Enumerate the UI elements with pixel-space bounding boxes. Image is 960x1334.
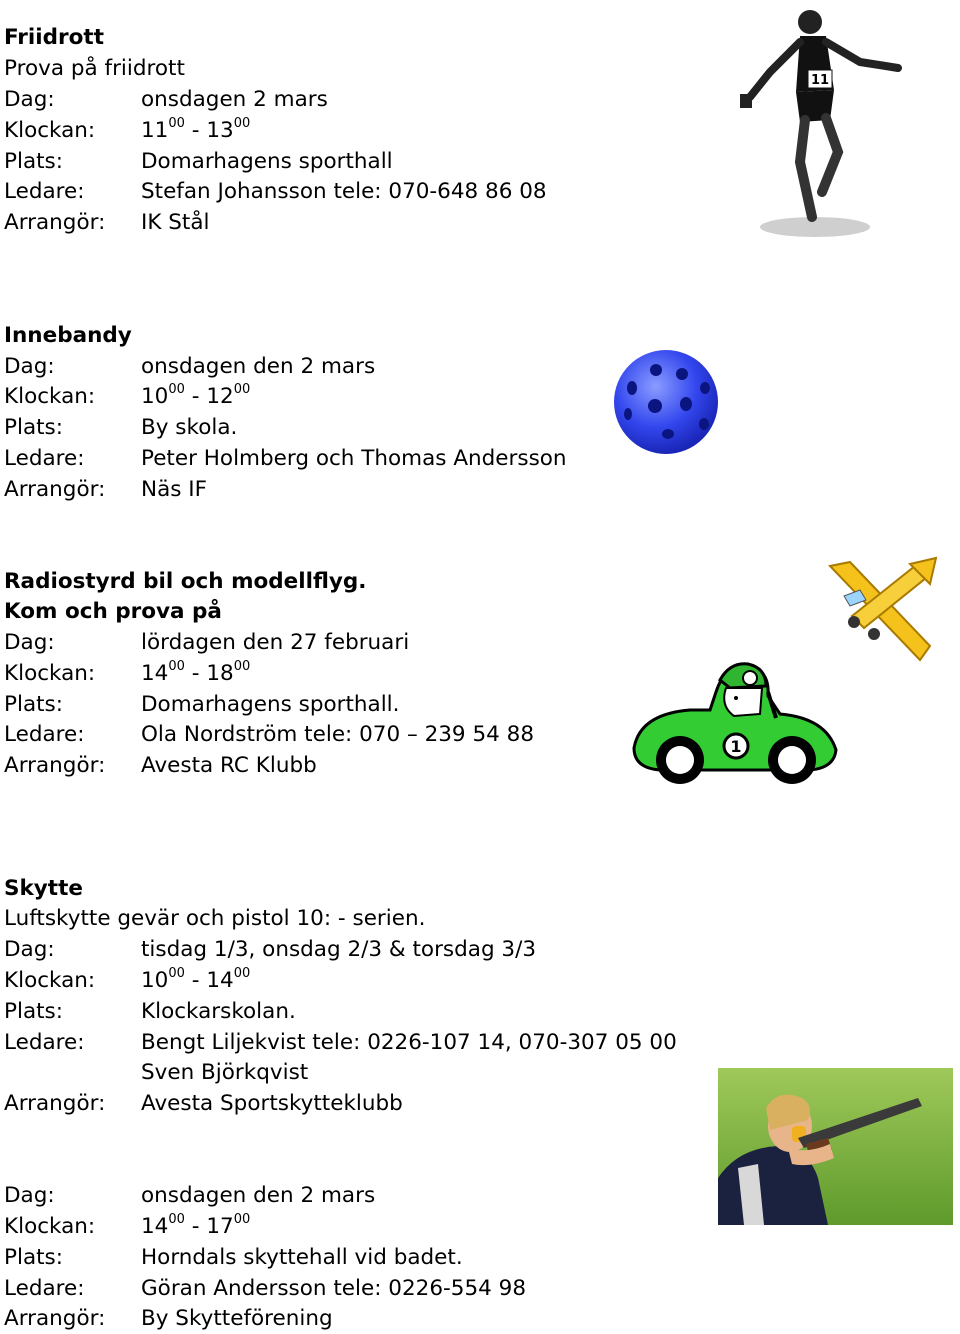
innebandy-dag-value: onsdagen den 2 mars [141, 354, 376, 379]
rc-car-illustration [630, 658, 840, 794]
arrangor-label: Arrangör: [4, 477, 106, 502]
skytte-ledare-value: Bengt Liljekvist tele: 0226-107 14, 070-307 05 00 [141, 1030, 677, 1055]
dag-label: Dag: [4, 87, 55, 112]
radiostyrd-plats-value: Domarhagens sporthall. [141, 692, 400, 717]
shooter-photo [718, 1068, 953, 1225]
start-hour: 14 [141, 1214, 169, 1239]
time-separator: - [184, 968, 207, 993]
plats-label: Plats: [4, 415, 63, 440]
time-separator: - [184, 661, 207, 686]
klockan-label: Klockan: [4, 384, 96, 409]
end-hour: 14 [206, 968, 234, 993]
end-hour: 17 [206, 1214, 234, 1239]
friidrott-title: Friidrott [4, 25, 104, 50]
skytte2-ledare-value: Göran Andersson tele: 0226-554 98 [141, 1276, 526, 1301]
dag-label: Dag: [4, 630, 55, 655]
end-hour: 12 [206, 384, 234, 409]
radiostyrd-arrangor-value: Avesta RC Klubb [141, 753, 317, 778]
arrangor-label: Arrangör: [4, 1091, 106, 1116]
klockan-label: Klockan: [4, 118, 96, 143]
friidrott-dag-value: onsdagen 2 mars [141, 87, 328, 112]
radiostyrd-dag-value: lördagen den 27 februari [141, 630, 410, 655]
start-hour: 14 [141, 661, 169, 686]
skytte-subtitle: Luftskytte gevär och pistol 10: - serien. [4, 906, 426, 931]
end-hour: 13 [206, 118, 234, 143]
plats-label: Plats: [4, 999, 63, 1024]
radiostyrd-ledare-value: Ola Nordström tele: 070 – 239 54 88 [141, 722, 534, 747]
friidrott-subtitle: Prova på friidrott [4, 56, 185, 81]
skytte2-klockan-value [141, 1211, 250, 1242]
start-minute: 00 [168, 1211, 185, 1227]
radiostyrd-title: Radiostyrd bil och modellflyg. [4, 569, 367, 594]
skytte-title: Skytte [4, 876, 83, 901]
ledare-label: Ledare: [4, 179, 85, 204]
innebandy-title: Innebandy [4, 323, 132, 348]
dag-label: Dag: [4, 1183, 55, 1208]
friidrott-ledare-value: Stefan Johansson tele: 070-648 86 08 [141, 179, 547, 204]
skytte-ledare2-value: Sven Björkqvist [141, 1060, 309, 1085]
start-hour: 11 [141, 118, 169, 143]
start-hour: 10 [141, 968, 169, 993]
skytte-plats-value: Klockarskolan. [141, 999, 296, 1024]
klockan-label: Klockan: [4, 968, 96, 993]
ledare-label: Ledare: [4, 722, 85, 747]
plats-label: Plats: [4, 1245, 63, 1270]
skytte2-dag-value: onsdagen den 2 mars [141, 1183, 376, 1208]
ledare-label: Ledare: [4, 1030, 85, 1055]
innebandy-klockan-value [141, 381, 250, 412]
friidrott-klockan-value [141, 115, 250, 146]
time-separator: - [184, 1214, 207, 1239]
friidrott-arrangor-value: IK Stål [141, 210, 210, 235]
skytte-klockan-value [141, 965, 250, 996]
end-minute: 00 [233, 1211, 251, 1227]
end-minute: 00 [233, 381, 251, 397]
skytte2-arrangor-value: By Skytteförening [141, 1306, 333, 1331]
dag-label: Dag: [4, 937, 55, 962]
end-minute: 00 [233, 658, 251, 674]
start-minute: 00 [168, 381, 185, 397]
radiostyrd-klockan-value [141, 658, 250, 689]
skytte-arrangor-value: Avesta Sportskytteklubb [141, 1091, 403, 1116]
ledare-label: Ledare: [4, 446, 85, 471]
klockan-label: Klockan: [4, 1214, 96, 1239]
arrangor-label: Arrangör: [4, 753, 106, 778]
klockan-label: Klockan: [4, 661, 96, 686]
skytte-dag-value: tisdag 1/3, onsdag 2/3 & torsdag 3/3 [141, 937, 537, 962]
end-minute: 00 [233, 965, 251, 981]
ledare-label: Ledare: [4, 1276, 85, 1301]
plats-label: Plats: [4, 149, 63, 174]
time-separator: - [184, 384, 207, 409]
runner-bib-number: 11 [810, 73, 830, 88]
innebandy-plats-value: By skola. [141, 415, 238, 440]
model-plane-illustration [820, 556, 940, 666]
arrangor-label: Arrangör: [4, 210, 106, 235]
dag-label: Dag: [4, 354, 55, 379]
end-minute: 00 [233, 115, 251, 131]
car-number: 1 [730, 737, 742, 756]
innebandy-arrangor-value: Näs IF [141, 477, 208, 502]
arrangor-label: Arrangör: [4, 1306, 106, 1331]
end-hour: 18 [206, 661, 234, 686]
skytte2-plats-value: Horndals skyttehall vid badet. [141, 1245, 463, 1270]
radiostyrd-subtitle: Kom och prova på [4, 599, 222, 624]
time-separator: - [184, 118, 207, 143]
start-hour: 10 [141, 384, 169, 409]
start-minute: 00 [168, 115, 185, 131]
runner-illustration [730, 2, 910, 242]
start-minute: 00 [168, 658, 185, 674]
plats-label: Plats: [4, 692, 63, 717]
innebandy-ledare-value: Peter Holmberg och Thomas Andersson [141, 446, 567, 471]
start-minute: 00 [168, 965, 185, 981]
friidrott-plats-value: Domarhagens sporthall [141, 149, 393, 174]
floorball-illustration [610, 348, 722, 458]
